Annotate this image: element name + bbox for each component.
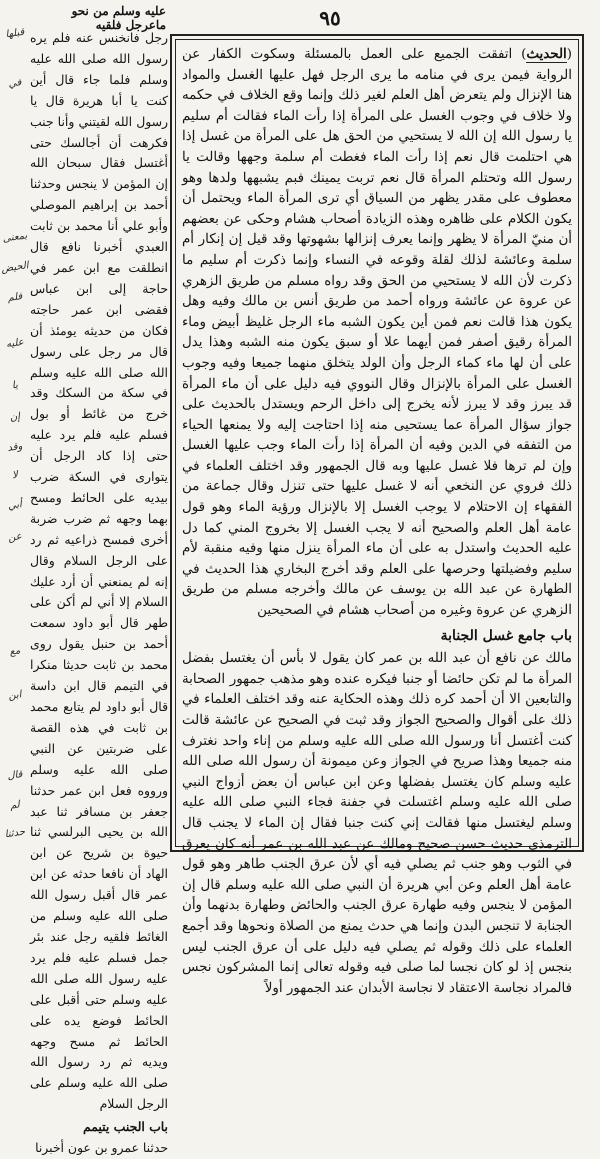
margin-note: حدثنا [4, 826, 26, 841]
hadith-text [30, 28, 168, 1159]
commentary-frame [170, 34, 584, 996]
margin-note: لم [9, 799, 21, 812]
margin-note: مع [8, 645, 21, 658]
margin-notes [0, 0, 30, 865]
margin-note: بمعنى [1, 230, 28, 245]
margin-note: قبلها [4, 26, 25, 41]
commentary-paragraph: اتفقت الجميع على العمل بالمسئلة وسكوت الكفار عن الرواية فيمن يرى في منامه ما يرى الرجل فهل عليها الغسل والمواد هنا الإنزال ولم يتعرض أهل العلم لغير ذلك وإنما وقع الخلاف في حكمه ولا خلاف في وجوب الغسل على المرأة إذا رأت الماء فقالت أم سليم يا رسول الله إن الله لا يستحيي من الحق هل على المرأة من غسل إذا هي احتلمت قال نعم إذا رأت الماء فغطت أم سلمة وجهها وقالت يا رسول الله وتحتلم المرأة قال نعم تربت يمينك فبم يشبهها ولدها وهو معطوف على مقدر يظهر من السياق أي ترى المرأة الماء ويحتمل أن يكون الكلام على ظاهره وهذه الزيادة أصحاب هشام وحكى عن بعضهم أن منيّ المرأة لا يظهر وإنما يعرف إنزالها بشهوتها وقد قيل إن إنكار أم سلمة وعائشة لذلك لقلة وقوعه في النساء وإنما ذكرت أم سليم ما ذكرت لأن الله لا يستحيي من الحق وقد رواه مسلم من طريق الزهري عن عروة عن عائشة ورواه أحمد من طريق أنس بن مالك وفيه وهل يكون هذا قالت نعم فمن أين يكون الشبه ماء الرجل غليظ أبيض وماء المرأة رقيق أصفر فمن أيهما علا أو سبق يكون منه الشبه وهذا يدل على أن لها ماء كماء الرجل وأن الولد يتخلق منهما جميعا وفيه وجوب الغسل على المرأة بالإنزال وقال النووي فيه دليل على أن ماء المرأة قد يبرز وقد لا يبرز لأنه يخرج إلى داخل الرحم ويستدل بالحديث على جواز سؤال المرأة عما يستحيى منه إذا احتاجت إليه ولا يمنعها الحياء من التفقه في الدين وفيه أن المرأة إذا رأت الماء وجب عليها الغسل وإن لم ترها فلا غسل عليها وبه قال الجمهور وقد اختلف العلماء في ذلك فروي عن النخعي أنه لا غسل عليها حتى تنزل وقال جماعة من الفقهاء إن الاحتلام لا يوجب الغسل إلا بالإنزال ورؤية الماء وهو قول عامة أهل العلم والصحيح أنه لا يجب الغسل إلا بخروج المني كما دل عليه الحديث واستدل به على أن ماء المرأة ينزل منها وفيه منقبة لأم سليم وفضيلتها وحرصها على العلم وقد أخرج البخاري هذا الحديث في الطهارة عن عبد الله بن يوسف عن مالك وأخرجه مسلم من طريق الزهري عن عروة وغيره من أصحاب هشام في الصحيحين [182, 47, 572, 619]
margin-note: لا [11, 469, 19, 482]
margin-note: إن [9, 411, 21, 424]
section-heading: باب جامع غسل الجنابة [440, 627, 572, 644]
hadith-body: رجل فانخنس عنه فلم يره رسول الله صلى الله عليه وسلم فلما جاء قال أين كنت يا أبا هريرة قال يا رسول الله لقيتني وأنا جنب فكرهت أن أجالسك حتى أغتسل فقال سبحان الله إن المؤمن لا ينجس وحدثنا أحمد بن إبراهيم الموصلي وأبو علي أنا محمد بن ثابت العبدي أخبرنا نافع قال انطلقت مع ابن عمر في حاجة إلى ابن عباس فقضى ابن عمر حاجته فكان من حديثه يومئذ أن قال مر رجل على رسول الله صلى الله عليه وسلم في سكة من السكك وقد خرج من غائط أو بول فسلم عليه فلم يرد عليه حتى إذا كاد الرجل أن يتوارى في السكة ضرب بيديه على الحائط ومسح بهما وجهه ثم ضرب ضربة أخرى فمسح ذراعيه ثم رد على الرجل السلام وقال إنه لم يمنعني أن أرد عليك السلام إلا أني لم أكن على طهر قال أبو داود سمعت أحمد بن حنبل يقول روى محمد بن ثابت حديثا منكرا في التيمم قال ابن داسة قال أبو داود لم يتابع محمد بن ثابت في هذه القصة على ضربتين عن النبي صلى الله عليه وسلم ورووه فعل ابن عمر حدثنا جعفر بن مسافر ثنا عبد الله بن يحيى البرلسي ثنا حيوة بن شريح عن ابن الهاد أن نافعا حدثه عن ابن عمر قال أقبل رسول الله صلى الله عليه وسلم من الغائط فلقيه رجل عند بئر جمل فسلم عليه فلم يرد عليه رسول الله صلى الله عليه وسلم حتى أقبل على الحائط فوضع يده على الحائط ثم مسح وجهه ويديه ثم رد رسول الله صلى الله عليه وسلم على الرجل السلام [30, 30, 168, 1112]
margin-note: فلم [6, 291, 23, 304]
commentary-paragraph: مالك عن نافع أن عبد الله بن عمر كان يقول لا بأس أن يغتسل بفضل المرأة ما لم تكن حائضا أو جنبا فيكره عنده وهو مذهب جمهور الصحابة والتابعين الا أن أحمد كره ذلك وهذه الحكاية عنه وقد اختلف العلماء في ذلك على أقوال والصحيح الجواز وقد ثبت في الصحيح عن عائشة قالت كنت أغتسل أنا ورسول الله صلى الله عليه وسلم من إناء واحد نغترف منه جميعا وهذا صريح في الجواز وعن ميمونة أن رسول الله صلى الله عليه وسلم كان يغتسل بفضلها وعن ابن عباس أن بعض أزواج النبي صلى الله عليه وسلم اغتسلت في جفنة فجاء النبي صلى الله عليه وسلم ليغتسل منها فقالت إني كنت جنبا فقال إن الماء لا يجنب قال الترمذي حديث حسن صحيح ومالك عن عبد الله بن عمر أنه كان يعرق في الثوب وهو جنب ثم يصلي فيه أي لأن عرق الجنب طاهر وهو قول عامة أهل العلم وعن أبي هريرة أن النبي صلى الله عليه وسلم قال إن المؤمن لا ينجس وفيه طهارة عرق الجنب والحائض وطهارة بدنهما وأن الجنابة لا تنجس البدن وإنما هي حدث يمنع من الصلاة ونحوها وقد أجمع العلماء على ذلك وقوله ثم يصلي فيه دليل على أن عرق الجنب ليس بنجس إذ لو كان نجسا لما صلى فيه وقوله تعالى إنما المشركون نجس فالمراد نجاسة الاعتقاد لا نجاسة الأبدان عند الجمهور [182, 651, 572, 996]
margin-note: عن [7, 531, 23, 544]
margin-note: أبي [7, 499, 23, 512]
hadith-column [30, 6, 168, 1156]
margin-note: الحيض [0, 260, 30, 275]
margin-note: ابن [7, 689, 23, 702]
commentary-text: (الحديث) اتفقت الجميع على العمل بالمسئلة وسكوت الكفار عن الرواية فيمن يرى في منامه ما يرى الرجل فهل عليها الغسل والمواد هنا الإنزال ولم يتعرض أهل العلم لغير ذلك وإنما وقع الخلاف في حكمه ولا خلاف في وجوب الغسل على المرأة إذا رأت الماء فقالت أم سليم يا رسول الله إن الله لا يستحيي من الحق هل على المرأة من غسل إذا هي احتلمت قال نعم إذا رأت الماء فغطت أم سلمة وجهها وقالت يا رسول الله وتحتلم المرأة قال نعم تربت يمينك فبم يشبهها ولدها وهو معطوف على مقدر يظهر من السياق أي ترى المرأة الماء ويحتمل أن يكون الكلام على ظاهره وهذه الزيادة أصحاب هشام وحكى عن بعضهم أن منيّ المرأة لا يظهر وإنما يعرف إنزالها بشهوتها وقد قيل إن إنكار أم سلمة وعائشة لذلك لقلة وقوعه في النساء وإنما ذكرت أم سليم ما ذكرت لأن الله لا يستحيي من الحق وقد رواه مسلم من طريق الزهري عن عروة عن عائشة ورواه أحمد من طريق أنس بن مالك وفيه وهل يكون هذا قالت نعم فمن أين يكون الشبه ماء الرجل غليظ أبيض وماء المرأة رقيق أصفر فمن أيهما علا أو سبق يكون منه الشبه وهذا يدل على أن لها ماء كماء الرجل وأن الولد يتخلق منهما جميعا وفيه وجوب الغسل على المرأة بالإنزال وقال النووي فيه دليل على أن ماء المرأة قد يبرز وقد لا يبرز لأنه يخرج إلى داخل الرحم ويستدل بالحديث على جواز سؤال المرأة عما يستحيى منه إذا احتاجت إليه ولا يمنعها الحياء من التفقه في الدين وفيه أن المرأة إذا رأت الماء وجب عليها الغسل وإن لم ترها فلا غسل عليها وبه قال الجمهور وقد اختلف العلماء في ذلك فروي عن النخعي أنه لا غسل عليها حتى تنزل وقال جماعة من الفقهاء إن الاحتلام لا يوجب الغسل إلا بالإنزال ورؤية الماء وهو قول عامة أهل العلم والصحيح أنه لا يجب الغسل إلا بخروج المني كما دل عليه الحديث واستدل به على أن ماء المرأة ينزل منها وفيه منقبة لأم سليم وفضيلتها وحرصها على العلم وقد أخرج البخاري هذا الحديث في الطهارة عن عبد الله بن يوسف عن مالك وأخرجه مسلم من طريق الزهري عن عروة وغيره من أصحاب هشام في الصحيحين باب جامع غسل الجنابة مالك عن نافع أن عبد الله بن عمر كان يقول لا بأس أن يغتسل بفضل المرأة ما لم تكن حائضا أو جنبا فيكره عنده وهو مذهب جمهور الصحابة والتابعين الا أن أحمد كره ذلك وهذه الحكاية عنه وقد اختلف العلماء في ذلك على أقوال والصحيح الجواز وقد ثبت في الصحيح عن عائشة قالت كنت أغتسل أنا ورسول الله صلى الله عليه وسلم من إناء واحد نغترف منه جميعا وهذا صريح في الجواز وعن ميمونة أن رسول الله صلى الله عليه وسلم كان يغتسل بفضلها وعن ابن عباس أن بعض أزواج النبي صلى الله عليه وسلم اغتسلت في جفنة فجاء النبي صلى الله عليه وسلم ليغتسل منها فقالت إني كنت جنبا فقال إن الماء لا يجنب قال الترمذي حديث حسن صحيح ومالك عن عبد الله بن عمر أنه كان يعرق في الثوب وهو جنب ثم يصلي فيه أي لأن عرق الجنب طاهر وهو قول عامة أهل العلم وعن أبي هريرة أن النبي صلى الله عليه وسلم قال إن المؤمن لا ينجس وفيه طهارة عرق الجنب والحائض وطهارة بدنهما وأن الجنابة لا تنجس البدن وإنما هي حدث يمنع من الصلاة ونحوها وقد أجمع العلماء على ذلك وقوله ثم يصلي فيه دليل على أن عرق الجنب ليس بنجس إذ لو كان نجسا لما صلى فيه وقوله تعالى إنما المشركون نجس فالمراد نجاسة الاعتقاد لا نجاسة الأبدان عند الجمهور أولاً [182, 46, 572, 996]
hadith-last-line: حدثنا عمرو بن عون أخبرنا [35, 1140, 168, 1156]
catchword: عليه وسلم من نحو ماعرجل فلقيه [71, 4, 166, 32]
margin-note: في [7, 77, 23, 90]
lemma: الحديث [526, 46, 567, 62]
page-number: ٩٥ [319, 6, 341, 30]
margin-note: يا [11, 379, 19, 392]
chapter-heading: باب الجنب يتيمم [83, 1119, 168, 1135]
margin-note: قال [6, 769, 24, 783]
margin-note: عليه [5, 336, 25, 351]
commentary-tail: أولاً [264, 980, 283, 996]
margin-note: وقد [6, 441, 24, 454]
